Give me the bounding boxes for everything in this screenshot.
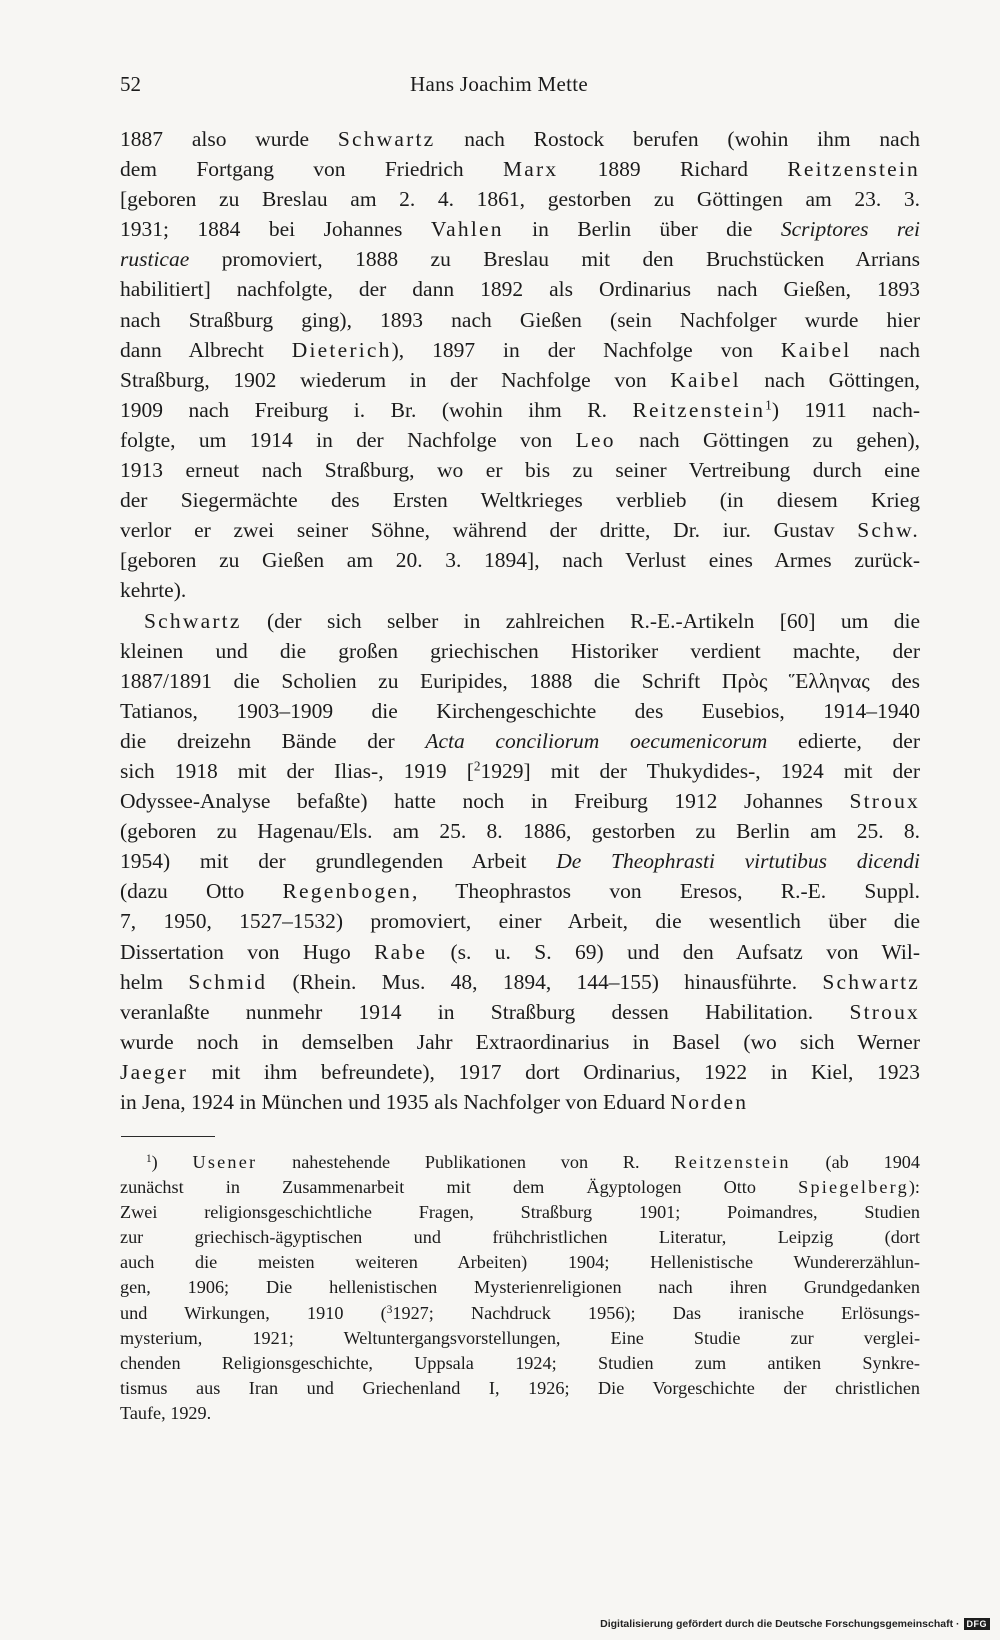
text-line: (dazu Otto Regenbogen, Theophrastos von Eresos, R.-E. Suppl.	[120, 879, 920, 904]
text-line: der Siegermächte des Ersten Weltkrieges verblieb (in diesem Krieg	[120, 488, 920, 513]
text-line: Odyssee-Analyse befaßte) hatte noch in Freiburg 1912 Johannes Stroux	[120, 789, 920, 814]
text-line: Tatianos, 1903–1909 die Kirchengeschichte des Eusebios, 1914–1940	[120, 698, 920, 723]
footnote-line: chenden Religionsgeschichte, Uppsala 1924; Studien zum antiken Synkre-	[120, 1352, 920, 1373]
text-line: in Jena, 1924 in München und 1935 als Nachfolger von Eduard Norden	[120, 1090, 749, 1114]
footnote-line: Zwei religionsgeschichtliche Fragen, Straßburg 1901; Poimandres, Studien	[120, 1202, 920, 1223]
text-line: Jaeger mit ihm befreundete), 1917 dort Ordinarius, 1922 in Kiel, 1923	[120, 1059, 920, 1084]
text-line: wurde noch in demselben Jahr Extraordinarius in Basel (wo sich Werner	[120, 1029, 920, 1054]
footnote-section	[120, 1150, 920, 1426]
text-line: Straßburg, 1902 wiederum in der Nachfolge von Kaibel nach Göttingen,	[120, 367, 920, 392]
text-line: helm Schmid (Rhein. Mus. 48, 1894, 144–155) hinausführte. Schwartz	[120, 969, 920, 994]
text-line: (geboren zu Hagenau/Els. am 25. 8. 1886, gestorben zu Berlin am 25. 8.	[120, 819, 920, 844]
text-line: dem Fortgang von Friedrich Marx 1889 Richard Reitzenstein	[120, 157, 920, 182]
text-line: dann Albrecht Dieterich), 1897 in der Nachfolge von Kaibel nach	[120, 337, 920, 362]
footnote-line: $^1$) Usener nahestehende Publikationen von R. Reitzenstein (ab 1904	[146, 1152, 920, 1172]
text-line: 1887/1891 die Scholien zu Euripides, 1888 die Schrift Πρὸς Ἕλληνας des	[120, 668, 920, 693]
text-line: 1931; 1884 bei Johannes Vahlen in Berlin über die Scriptores rei	[120, 217, 921, 242]
dfg-logo: DFG	[964, 1618, 991, 1630]
text-line: 1954) mit der grundlegenden Arbeit De Theophrasti virtutibus dicendi	[120, 849, 920, 874]
footnote-line: zur griechisch-ägyptischen und frühchristlichen Literatur, Leipzig (dort	[120, 1227, 920, 1248]
text-line: [geboren zu Gießen am 20. 3. 1894], nach Verlust eines Armes zurück-	[120, 548, 920, 573]
footnote-line: zunächst in Zusammenarbeit mit dem Ägyptologen Otto Spiegelberg):	[120, 1177, 920, 1198]
text-line: 1913 erneut nach Straßburg, wo er bis zu seiner Vertreibung durch eine	[120, 458, 920, 483]
footnote-line: auch die meisten weiteren Arbeiten) 1904; Hellenistische Wundererzählun-	[120, 1252, 920, 1273]
footnote-line: tismus aus Iran und Griechenland I, 1926; Die Vorgeschichte der christlichen	[120, 1377, 920, 1398]
digitization-credit	[600, 1614, 990, 1634]
text-line: nach Straßburg ging), 1893 nach Gießen (sein Nachfolger wurde hier	[120, 307, 920, 332]
text-line: sich 1918 mit der Ilias-, 1919 [$^2$1929] mit der Thukydides-, 1924 mit der	[120, 758, 920, 783]
text-line: 1909 nach Freiburg i. Br. (wohin ihm R. Reitzenstein$^1$) 1911 nach-	[120, 397, 920, 422]
text-line: [geboren zu Breslau am 2. 4. 1861, gestorben zu Göttingen am 23. 3.	[120, 187, 920, 212]
text-line: Dissertation von Hugo Rabe (s. u. S. 69) und den Aufsatz von Wil-	[120, 939, 920, 964]
running-title: Hans Joachim Mette	[410, 72, 589, 96]
footnote-line: gen, 1906; Die hellenistischen Mysterienreligionen nach ihren Grundgedanken	[120, 1277, 920, 1298]
text-line: folgte, um 1914 in der Nachfolge von Leo nach Göttingen zu gehen),	[120, 427, 920, 452]
footnote-line: mysterium, 1921; Weltuntergangsvorstellungen, Eine Studie zur verglei-	[120, 1327, 920, 1348]
text-line: die dreizehn Bände der Acta conciliorum oecumenicorum edierte, der	[120, 728, 920, 753]
text-line: kleinen und die großen griechischen Historiker verdient machte, der	[120, 638, 920, 663]
text-line: veranlaßte nunmehr 1914 in Straßburg dessen Habilitation. Stroux	[120, 999, 920, 1024]
text-line: 1887 also wurde Schwartz nach Rostock berufen (wohin ihm nach	[120, 127, 920, 151]
credit-text: Digitalisierung gefördert durch die Deutsche Forschungsgemeinschaft ·	[600, 1618, 960, 1630]
text-line: rusticae promoviert, 1888 zu Breslau mit den Bruchstücken Arrians	[120, 247, 920, 272]
text-line: 7, 1950, 1527–1532) promoviert, einer Arbeit, die wesentlich über die	[120, 909, 920, 934]
text-line: kehrte).	[120, 578, 187, 603]
footnote-divider	[121, 1136, 215, 1137]
page-header	[120, 72, 920, 102]
text-line: habilitiert] nachfolgte, der dann 1892 als Ordinarius nach Gießen, 1893	[120, 277, 920, 302]
text-line: Schwartz (der sich selber in zahlreichen R.-E.-Artikeln [60] um die	[144, 608, 920, 633]
text-line: verlor er zwei seiner Söhne, während der dritte, Dr. iur. Gustav Schw.	[120, 518, 920, 543]
footnote-line: Taufe, 1929.	[120, 1402, 212, 1423]
main-text	[120, 124, 920, 1117]
page-number: 52	[120, 72, 141, 96]
footnote-line: und Wirkungen, 1910 ($^3$1927; Nachdruck 1956); Das iranische Erlösungs-	[120, 1302, 920, 1323]
